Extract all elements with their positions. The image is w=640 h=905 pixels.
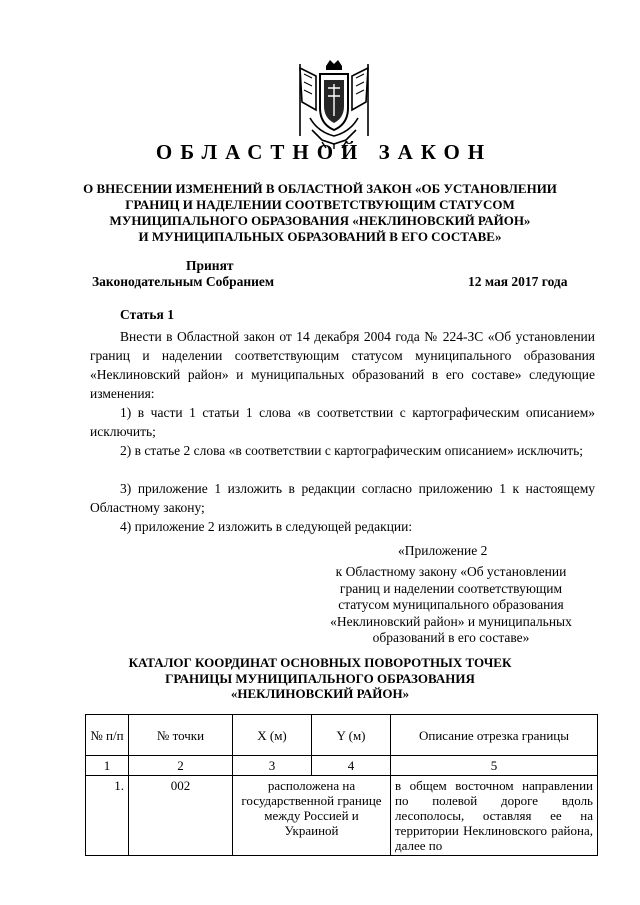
coordinates-table bbox=[85, 714, 598, 856]
appendix-subtitle-line: к Областному закону «Об установлении bbox=[335, 564, 567, 579]
header-y: Y (м) bbox=[312, 715, 391, 756]
header-description: Описание отрезка границы bbox=[391, 715, 598, 756]
appendix-subtitle-line: «Неклиновский район» и муниципальных bbox=[330, 613, 572, 629]
index-cell: 5 bbox=[391, 756, 598, 776]
index-cell: 4 bbox=[312, 756, 391, 776]
row-point: 002 bbox=[129, 776, 233, 856]
header-x: X (м) bbox=[233, 715, 312, 756]
catalog-title-line: КАТАЛОГ КООРДИНАТ ОСНОВНЫХ ПОВОРОТНЫХ ТОЧЕК bbox=[128, 655, 512, 670]
subject-line: МУНИЦИПАЛЬНОГО ОБРАЗОВАНИЯ «НЕКЛИНОВСКИЙ РАЙОН» bbox=[109, 213, 531, 228]
row-coordinates-text: расположена на государственной границе между Россией и Украиной bbox=[233, 776, 391, 856]
subject-line: И МУНИЦИПАЛЬНЫХ ОБРАЗОВАНИЙ В ЕГО СОСТАВЕ» bbox=[138, 229, 502, 244]
index-cell: 2 bbox=[129, 756, 233, 776]
law-subject bbox=[80, 181, 560, 245]
appendix-subtitle bbox=[306, 564, 596, 647]
index-cell: 3 bbox=[233, 756, 312, 776]
appendix-subtitle-line: статусом муниципального образования bbox=[338, 597, 564, 612]
row-number: 1. bbox=[86, 776, 129, 856]
table-header-row bbox=[86, 715, 598, 756]
subject-line: ГРАНИЦ И НАДЕЛЕНИИ СООТВЕТСТВУЮЩИМ СТАТУСОМ bbox=[125, 197, 515, 212]
article-item-3: 3) приложение 1 изложить в редакции согласно приложению 1 к настоящему Областному закону; bbox=[90, 481, 595, 515]
article-intro: Внести в Областной закон от 14 декабря 2004 года № 224-ЗС «Об установлении границ и наделении соответствующим статусом муниципального образования «Неклиновский район» и муниципальных образований в его составе» следующие изменения: bbox=[90, 329, 595, 401]
article-item-2: 2) в статье 2 слова «в соответствии с картографическим описанием» исключить; bbox=[120, 443, 583, 458]
catalog-title-line: «НЕКЛИНОВСКИЙ РАЙОН» bbox=[230, 686, 410, 701]
index-cell: 1 bbox=[86, 756, 129, 776]
article-item-4: 4) приложение 2 изложить в следующей редакции: bbox=[120, 519, 413, 534]
adopted-body: Законодательным Собранием bbox=[92, 274, 275, 289]
row-description: в общем восточном направлении по полевой дороге вдоль лесополосы, оставляя ее на территории Неклиновского района, далее по bbox=[391, 776, 598, 856]
catalog-title-line: ГРАНИЦЫ МУНИЦИПАЛЬНОГО ОБРАЗОВАНИЯ bbox=[165, 670, 475, 686]
adoption-date: 12 мая 2017 года bbox=[468, 274, 568, 289]
header-point-number: № точки bbox=[129, 715, 233, 756]
appendix-title: «Приложение 2 bbox=[398, 543, 488, 558]
coat-of-arms-emblem bbox=[292, 58, 376, 150]
article-heading: Статья 1 bbox=[120, 307, 174, 322]
table-index-row bbox=[86, 756, 598, 776]
appendix-subtitle-line: границ и наделении соответствующим bbox=[339, 580, 563, 596]
adopted-by bbox=[92, 258, 274, 290]
subject-line: О ВНЕСЕНИИ ИЗМЕНЕНИЙ В ОБЛАСТНОЙ ЗАКОН «ОБ УСТАНОВЛЕНИИ bbox=[83, 181, 557, 196]
appendix-subtitle-line: образований в его составе» bbox=[372, 630, 530, 645]
article-item-1: 1) в части 1 статьи 1 слова «в соответствии с картографическим описанием» исключить; bbox=[90, 405, 595, 439]
adopted-word: Принят bbox=[186, 258, 234, 273]
catalog-title bbox=[120, 655, 520, 702]
header-row-number: № п/п bbox=[86, 715, 129, 756]
table-row bbox=[86, 776, 598, 856]
law-title: ОБЛАСТНОЙ ЗАКОН bbox=[155, 140, 493, 164]
